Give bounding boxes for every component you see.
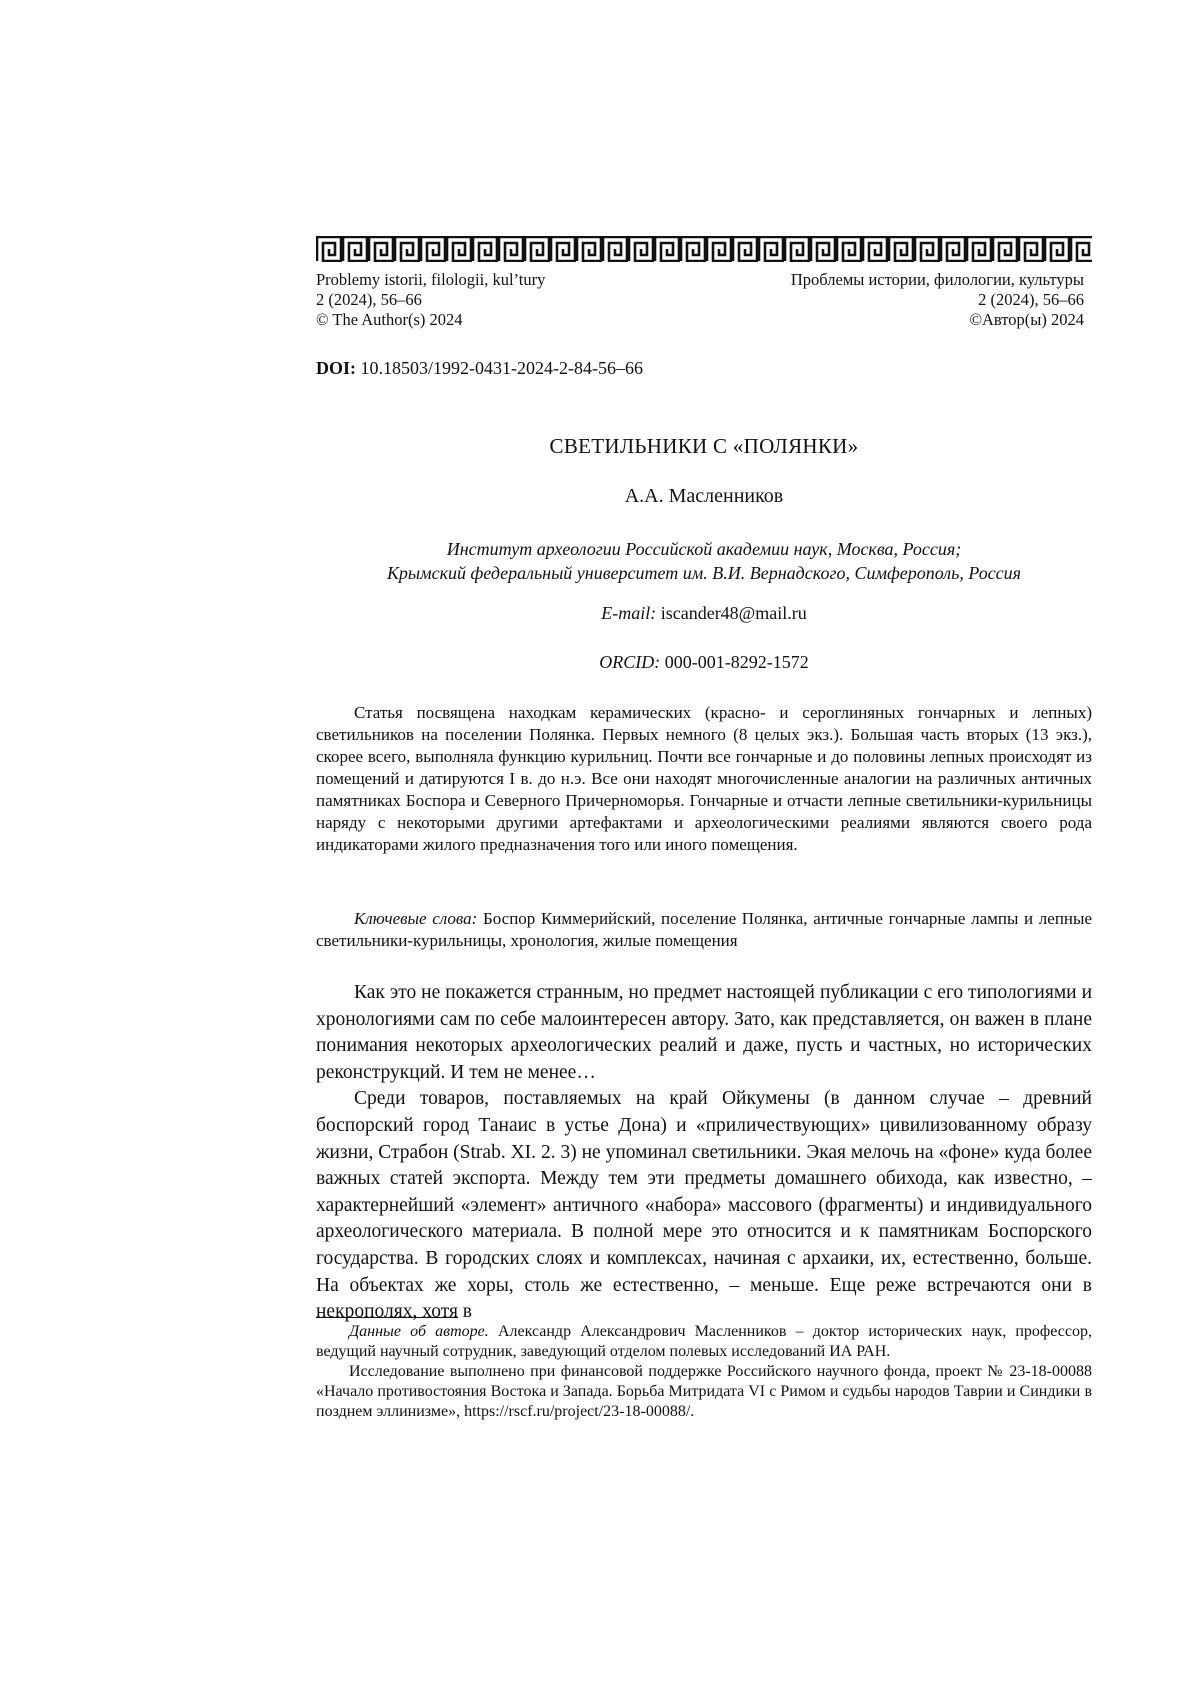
email-address[interactable]: iscander48@mail.ru — [660, 603, 807, 623]
footnote-divider — [316, 1317, 458, 1318]
author-affiliations — [316, 537, 1092, 585]
issue-info-latin: 2 (2024), 56–66 — [316, 290, 422, 309]
footnotes — [316, 1322, 1092, 1422]
keywords — [316, 908, 1092, 952]
copyright-latin: © The Author(s) 2024 — [316, 310, 463, 329]
article-author: А.А. Масленников — [624, 485, 784, 507]
email-label: E-mail: — [601, 603, 657, 623]
footnote-author-label: Данные об авторе. — [349, 1323, 489, 1340]
email-line — [316, 603, 1092, 624]
article-title: СВЕТИЛЬНИКИ С «ПОЛЯНКИ» — [549, 434, 859, 458]
doi-label: DOI: — [316, 358, 356, 378]
doi-line — [316, 358, 643, 379]
keywords-label: Ключевые слова: — [354, 909, 478, 928]
journal-name-latin: Problemy istorii, filologii, kul’tury — [316, 270, 546, 289]
keywords-paragraph — [316, 908, 1092, 952]
keywords-text: Боспор Киммерийский, поселение Полянка, античные гончарные лампы и лепные светильники-курильницы, хронология, жилые помещения — [316, 909, 1092, 950]
orcid-id[interactable]: 000-001-8292-1572 — [664, 652, 809, 672]
greek-key-border — [316, 236, 1092, 262]
orcid-label: ORCID: — [599, 652, 661, 672]
doi-value[interactable]: 10.18503/1992-0431-2024-2-84-56–66 — [360, 358, 643, 378]
orcid-line — [316, 652, 1092, 673]
copyright-cyrillic: ©Автор(ы) 2024 — [969, 310, 1084, 329]
article-body — [316, 980, 1092, 1326]
footnote-author-text: Александр Александрович Масленников – доктор исторических наук, профессор, ведущий научный сотрудник, заведующий отделом полевых исследований ИА РАН. — [316, 1323, 1092, 1360]
footnote-funding: Исследование выполнено при финансовой поддержке Российского научного фонда, проект № 23-18-00088 «Начало противостояния Востока и Запада. Борьба Митридата VI с Римом и судьбы народов Таврии и Синдики в позднем эллинизме», https://rscf.ru/project/23-18-00088/. — [316, 1363, 1092, 1420]
journal-name-cyrillic: Проблемы истории, филологии, культуры — [790, 270, 1084, 289]
affiliation-1: Институт археологии Российской академии наук, Москва, Россия; — [446, 539, 962, 559]
abstract — [316, 702, 1092, 856]
footnote-author — [316, 1322, 1092, 1362]
issue-info-cyrillic: 2 (2024), 56–66 — [978, 290, 1084, 309]
header-right — [791, 270, 1084, 330]
body-paragraph-2: Среди товаров, поставляемых на край Ойкумены (в данном случае – древний боспорский город Танаис в устье Дона) и «приличествующих» цивилизованному образу жизни, Страбон (Strab. XI. 2. 3) не упоминал светильники. Экая мелочь на «фоне» куда более важных статей экспорта. Между тем эти предметы домашнего обихода, как известно, – характернейший «элемент» античного «набора» массового (фрагменты) и индивидуального археологического материала. В полной мере это относится и к памятникам Боспорского государства. В городских слоях и комплексах, начиная с архаики, их, естественно, больше. На объектах же хоры, столь же естественно, – меньше. Еще реже встречаются они в некрополях, хотя в — [316, 1088, 1092, 1323]
affiliation-2: Крымский федеральный университет им. В.И. Вернадского, Симферополь, Россия — [386, 563, 1022, 583]
abstract-text: Статья посвящена находкам керамических (красно- и сероглиняных гончарных и лепных) светильников на поселении Полянка. Первых немного (8 целых экз.). Большая часть вторых (13 экз.), скорее всего, выполняла функцию курильниц. Почти все гончарные и до половины лепных происходят из помещений и датируются I в. до н.э. Все они находят многочисленные аналогии на различных античных памятниках Боспора и Северного Причерноморья. Гончарные и отчасти лепные светильники-курильницы наряду с некоторыми другими артефактами и археологическими реалиями являются своего рода индикаторами жилого предназначения того или иного помещения. — [316, 703, 1092, 854]
body-paragraph-1: Как это не покажется странным, но предмет настоящей публикации с его типологиями и хронологиями сам по себе малоинтересен автору. Зато, как представляется, он важен в плане понимания некоторых археологических реалий и даже, пусть и частных, но исторических реконструкций. И тем не менее… — [316, 982, 1092, 1083]
header-left — [316, 270, 545, 330]
